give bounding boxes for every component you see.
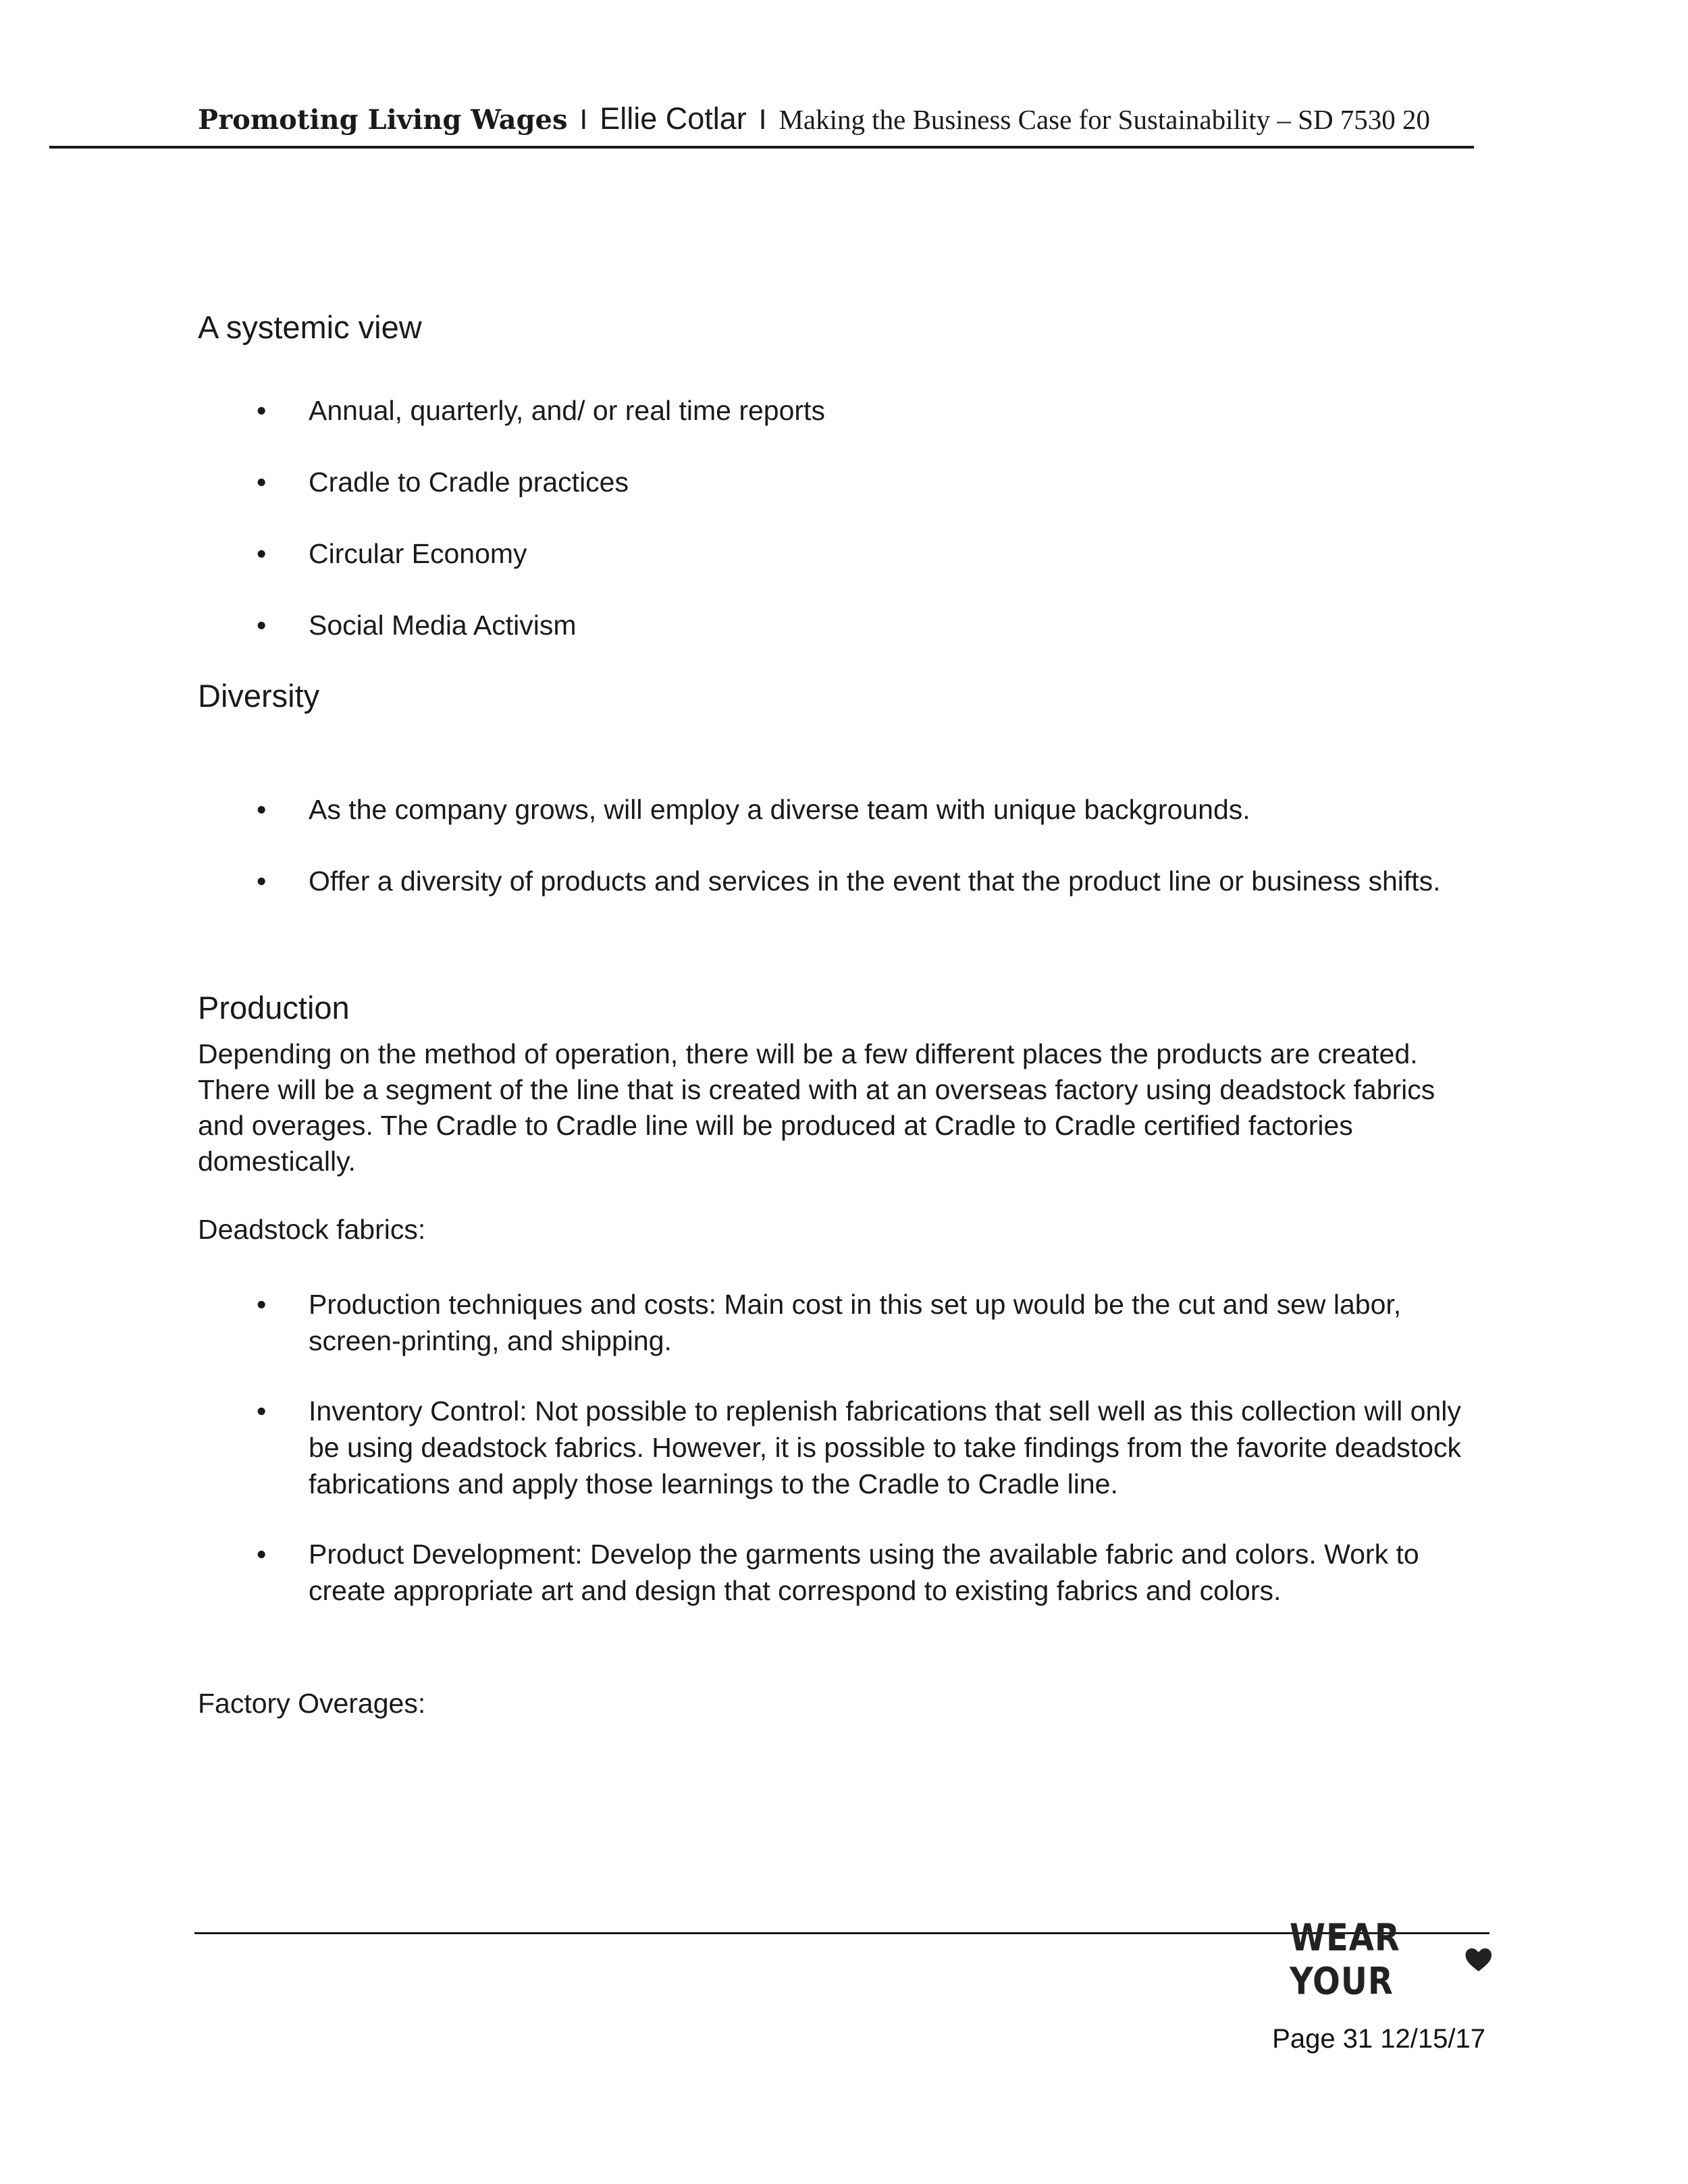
list-item: • Cradle to Cradle practices	[309, 464, 1490, 500]
factory-overages-label: Factory Overages:	[198, 1688, 426, 1719]
header-title: Promoting Living Wages	[198, 104, 568, 136]
heading-diversity: Diversity	[198, 678, 320, 714]
page-number: Page 31 12/15/17	[1272, 2024, 1485, 2054]
header-divider	[49, 146, 1474, 149]
header-separator: I	[579, 103, 588, 135]
wear-your-heart-logo	[1290, 1916, 1492, 2004]
heading-production: Production	[198, 990, 350, 1026]
production-paragraph: Depending on the method of operation, there will be a few different places the products are created. There will be a segment of the line that is created with at an overseas factory using deadstock fabrics and overages. The Cradle to Cradle line will be produced at Cradle to Cradle certified factories domestically.	[198, 1038, 1435, 1177]
list-item: • Inventory Control: Not possible to replenish fabrications that sell well as this collection will only be using deadstock fabrics. However, it is possible to take findings from the favorite deadstock fabrications and apply those learnings to the Cradle to Cradle line.	[309, 1393, 1490, 1502]
list-item: • Offer a diversity of products and services in the event that the product line or business shifts.	[309, 863, 1490, 899]
header-course: Making the Business Case for Sustainability – SD 7530 20	[779, 104, 1431, 135]
deadstock-label: Deadstock fabrics:	[198, 1214, 426, 1245]
header-author: Ellie Cotlar	[600, 101, 747, 136]
list-item: • Circular Economy	[309, 535, 1490, 572]
heading-systemic-view: A systemic view	[198, 309, 422, 345]
heart-icon	[1465, 1943, 1493, 1977]
list-item: • As the company grows, will employ a diverse team with unique backgrounds.	[309, 791, 1490, 828]
list-item: • Product Development: Develop the garments using the available fabric and colors. Work to create appropriate art and design that correspond to existing fabrics and colors.	[309, 1536, 1490, 1609]
header-separator: I	[758, 103, 767, 135]
list-item: • Production techniques and costs: Main cost in this set up would be the cut and sew labor, screen-printing, and shipping.	[309, 1286, 1490, 1359]
logo-text: WEAR YOUR	[1290, 1916, 1400, 2004]
list-item: • Annual, quarterly, and/ or real time reports	[309, 392, 1490, 429]
list-item: • Social Media Activism	[309, 607, 1490, 643]
page-header	[198, 99, 1481, 147]
